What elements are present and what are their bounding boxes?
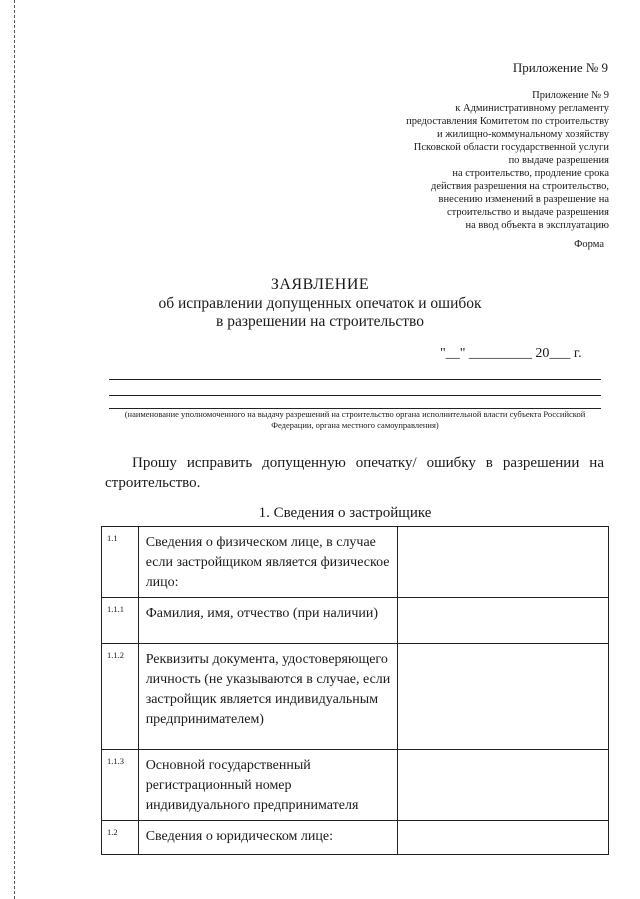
document-subtitle-line2: в разрешении на строительство bbox=[216, 313, 424, 330]
row-label: Сведения о физическом лице, в случае если застройщиком является физическое лицо: bbox=[138, 527, 397, 598]
table-row bbox=[102, 750, 609, 821]
document-title: ЗАЯВЛЕНИЕ bbox=[270, 276, 370, 293]
appendix-line: Приложение № 9 bbox=[532, 90, 609, 101]
appendix-line: Псковской области государственной услуги bbox=[413, 142, 609, 153]
appendix-line: по выдаче разрешения bbox=[508, 155, 609, 166]
row-number: 1.1.1 bbox=[102, 598, 139, 644]
table-row bbox=[102, 598, 609, 644]
appendix-line: предоставления Комитетом по строительству bbox=[406, 116, 609, 127]
row-number: 1.2 bbox=[102, 821, 139, 855]
authority-input-line[interactable] bbox=[109, 379, 601, 380]
form-label: Форма bbox=[574, 239, 604, 250]
table-row bbox=[102, 821, 609, 855]
appendix-line: на строительство, продление срока bbox=[452, 168, 609, 179]
row-number: 1.1.2 bbox=[102, 644, 139, 750]
appendix-line: действия разрешения на строительство, bbox=[431, 181, 609, 192]
appendix-line: внесению изменений в разрешение на bbox=[438, 194, 609, 205]
row-label: Основной государственный регистрационный номер индивидуального предпринимателя bbox=[138, 750, 397, 821]
row-value-cell[interactable] bbox=[397, 598, 608, 644]
row-number: 1.1.3 bbox=[102, 750, 139, 821]
appendix-line: строительство и выдаче разрешения bbox=[447, 207, 609, 218]
row-value-cell[interactable] bbox=[397, 644, 608, 750]
appendix-line: на ввод объекта в эксплуатацию bbox=[465, 220, 609, 231]
developer-info-table bbox=[101, 526, 609, 855]
document-subtitle-line1: об исправлении допущенных опечаток и ошибок bbox=[158, 295, 482, 312]
row-value-cell[interactable] bbox=[397, 527, 608, 598]
appendix-label: Приложение № 9 bbox=[512, 60, 608, 75]
row-value-cell[interactable] bbox=[397, 750, 608, 821]
table-row bbox=[102, 644, 609, 750]
date-field[interactable]: "__" _________ 20___ г. bbox=[440, 346, 582, 361]
authority-caption: (наименование уполномоченного на выдачу разрешений на строительство органа исполнительной власти субъекта Российской Федерации, органа местного самоуправления) bbox=[124, 409, 586, 430]
table-row bbox=[102, 527, 609, 598]
row-label: Реквизиты документа, удостоверяющего личность (не указываются в случае, если застройщик является индивидуальным предпринимателем) bbox=[138, 644, 397, 750]
binding-edge-line bbox=[14, 0, 15, 899]
request-paragraph: Прошу исправить допущенную опечатку/ ошибку в разрешении на строительство. bbox=[105, 455, 604, 491]
row-number: 1.1 bbox=[102, 527, 139, 598]
row-value-cell[interactable] bbox=[397, 821, 608, 855]
authority-input-line[interactable] bbox=[109, 395, 601, 396]
row-label: Фамилия, имя, отчество (при наличии) bbox=[138, 598, 397, 644]
row-label: Сведения о юридическом лице: bbox=[138, 821, 397, 855]
section-title: 1. Сведения о застройщике bbox=[258, 505, 432, 521]
appendix-line: к Административному регламенту bbox=[455, 103, 609, 114]
appendix-line: и жилищно-коммунальному хозяйству bbox=[437, 129, 609, 140]
appendix-regulation-note bbox=[368, 89, 609, 232]
